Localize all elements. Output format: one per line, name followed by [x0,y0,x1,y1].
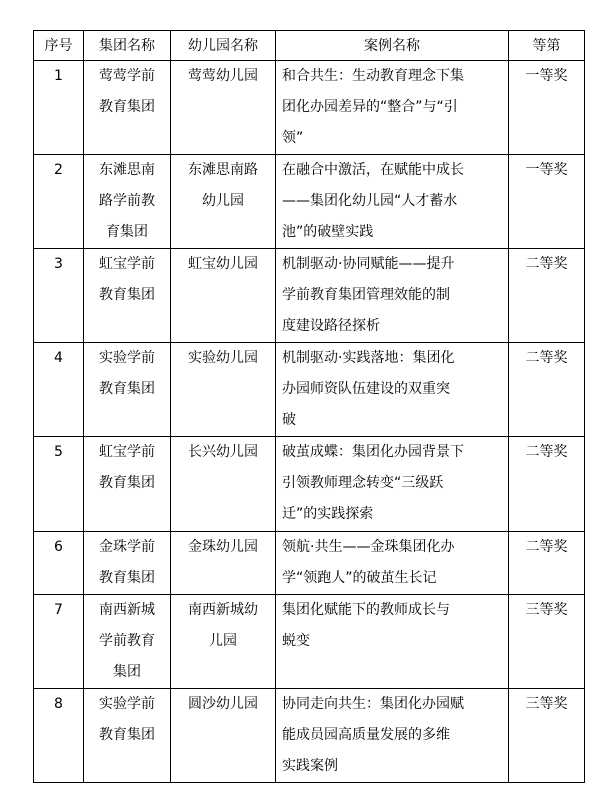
row-number: 7 [34,595,84,689]
group-name-line: 莺莺学前 [99,68,155,84]
award-level: 三等奖 [509,595,585,689]
row-number: 1 [34,61,84,155]
case-name [276,249,509,343]
group-name [84,61,171,155]
kindergarten-name [171,595,276,689]
kindergarten-name [171,249,276,343]
table-row [34,437,585,532]
case-name-line: 学前教育集团管理效能的制 [282,287,450,303]
award-level: 一等奖 [509,61,585,155]
kindergarten-name-line: 长兴幼儿园 [188,444,258,460]
row-number: 2 [34,155,84,249]
group-name-line: 教育集团 [99,570,155,586]
group-name-line: 路学前教 [99,193,155,209]
group-name-line: 虹宝学前 [99,256,155,272]
case-name-line: 破茧成蝶：集团化办园背景下 [282,444,464,460]
header-group: 集团名称 [84,31,171,61]
award-level: 二等奖 [509,249,585,343]
kindergarten-name [171,437,276,532]
case-name-line: 协同走向共生：集团化办园赋 [282,696,464,712]
award-level: 二等奖 [509,343,585,437]
award-level: 一等奖 [509,155,585,249]
case-name-line: 在融合中激活，在赋能中成长 [282,162,464,178]
table-row [34,249,585,343]
awards-table [33,30,585,783]
group-name-line: 教育集团 [99,99,155,115]
group-name-line: 集团 [113,664,141,680]
kindergarten-name [171,532,276,595]
case-name-line: 破 [282,412,296,428]
kindergarten-name-line: 东滩思南路 [188,162,258,178]
case-name-line: 办园师资队伍建设的双重突 [282,381,450,397]
group-name-line: 教育集团 [99,287,155,303]
row-number: 3 [34,249,84,343]
group-name [84,689,171,783]
case-name-line: 领航·共生——金珠集团化办 [282,539,455,555]
table-row [34,155,585,249]
table-row [34,343,585,437]
case-name [276,595,509,689]
kindergarten-name-line: 儿园 [209,633,237,649]
case-name-line: 蜕变 [282,633,310,649]
group-name [84,249,171,343]
group-name-line: 学前教育 [99,633,155,649]
award-level: 三等奖 [509,689,585,783]
kindergarten-name-line: 圆沙幼儿园 [188,696,258,712]
row-number: 6 [34,532,84,595]
header-no: 序号 [34,31,84,61]
group-name-line: 金珠学前 [99,539,155,555]
case-name-line: 机制驱动·协同赋能——提升 [282,256,455,272]
table-row [34,595,585,689]
case-name-line: 学“领跑人”的破茧生长记 [282,570,437,586]
case-name-line: 池”的破壁实践 [282,224,374,240]
case-name-line: 领” [282,130,304,146]
case-name-line: 集团化赋能下的教师成长与 [282,602,450,618]
group-name-line: 虹宝学前 [99,444,155,460]
row-number: 5 [34,437,84,532]
kindergarten-name [171,689,276,783]
group-name-line: 实验学前 [99,696,155,712]
award-level: 二等奖 [509,437,585,532]
group-name [84,532,171,595]
kindergarten-name-line: 实验幼儿园 [188,350,258,366]
kindergarten-name-line: 金珠幼儿园 [188,539,258,555]
group-name-line: 教育集团 [99,727,155,743]
kindergarten-name [171,61,276,155]
group-name-line: 育集团 [106,224,148,240]
case-name [276,532,509,595]
group-name [84,595,171,689]
row-number: 8 [34,689,84,783]
group-name-line: 南西新城 [99,602,155,618]
kindergarten-name [171,343,276,437]
case-name [276,61,509,155]
table-row [34,532,585,595]
case-name-line: 迁”的实践探索 [282,506,374,522]
case-name-line: 引领教师理念转变“三级跃 [282,475,444,491]
case-name-line: 度建设路径探析 [282,318,380,334]
group-name [84,155,171,249]
kindergarten-name-line: 南西新城幼 [188,602,258,618]
group-name-line: 实验学前 [99,350,155,366]
kindergarten-name-line: 幼儿园 [202,193,244,209]
kindergarten-name-line: 虹宝幼儿园 [188,256,258,272]
header-kindergarten: 幼儿园名称 [171,31,276,61]
kindergarten-name [171,155,276,249]
group-name [84,437,171,532]
row-number: 4 [34,343,84,437]
case-name [276,437,509,532]
table-row [34,61,585,155]
group-name [84,343,171,437]
group-name-line: 教育集团 [99,381,155,397]
case-name-line: 机制驱动·实践落地：集团化 [282,350,455,366]
case-name [276,343,509,437]
case-name-line: 实践案例 [282,758,338,774]
case-name-line: 和合共生：生动教育理念下集 [282,68,464,84]
header-row [34,31,585,61]
kindergarten-name-line: 莺莺幼儿园 [188,68,258,84]
award-level: 二等奖 [509,532,585,595]
header-case: 案例名称 [276,31,509,61]
group-name-line: 东滩思南 [99,162,155,178]
table-row [34,689,585,783]
case-name [276,155,509,249]
header-award: 等第 [509,31,585,61]
case-name-line: ——集团化幼儿园“人才蓄水 [282,193,458,209]
case-name-line: 能成员园高质量发展的多维 [282,727,450,743]
case-name-line: 团化办园差异的“整合”与“引 [282,99,458,115]
group-name-line: 教育集团 [99,475,155,491]
case-name [276,689,509,783]
